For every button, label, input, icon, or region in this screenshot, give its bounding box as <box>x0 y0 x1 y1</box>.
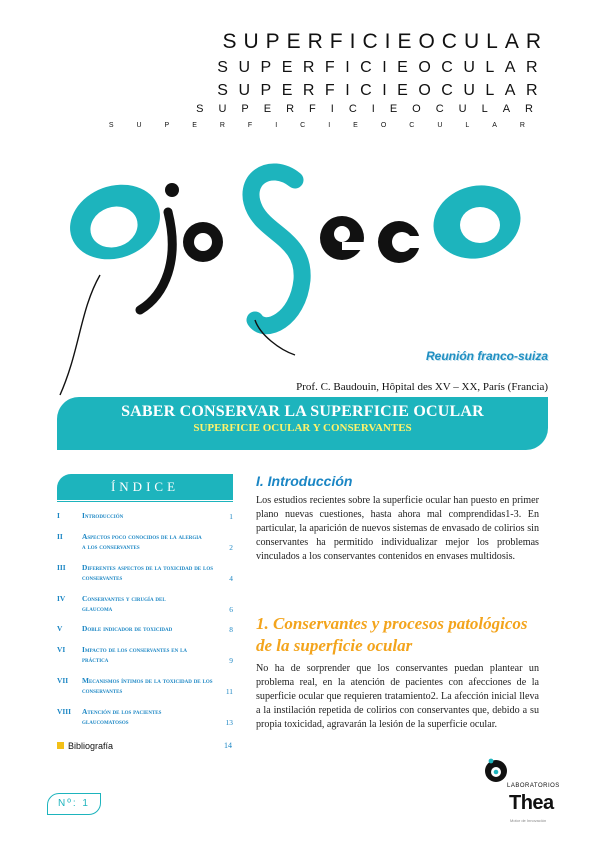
index-item-text: Mecanismos íntimos de la toxicidad de los conservantes <box>82 676 213 695</box>
intro-paragraph: Los estudios recientes sobre la superficie ocular han puesto en primer plano nuevas cuestiones, hasta ahora mal comprendidas1-3. En particular, la aparición de nuevos sistemas de envasado de colirios sin conservantes ha permitido individualizar mejor los problemas vinculados a los conservantes contenidos en envases multidosis. <box>256 495 539 562</box>
index-item-page: 4 <box>229 574 233 583</box>
index-heading: ÍNDICE <box>57 474 233 500</box>
bibliography-label: Bibliografía <box>68 741 114 751</box>
index-item-page: 11 <box>225 687 233 696</box>
index-item-number: VII <box>57 676 69 685</box>
index-item-number: V <box>57 624 63 633</box>
bibliography-link[interactable] <box>57 741 113 751</box>
index-item-number: VI <box>57 645 66 654</box>
index-item-page: 9 <box>229 656 233 665</box>
meeting-subtitle: Reunión franco-suiza <box>425 349 548 363</box>
bullet-square-icon <box>57 742 64 749</box>
lab-tagline: Motor de Innovación <box>510 818 547 823</box>
issue-number-badge: Nº: 1 <box>47 793 101 815</box>
index-item-text: Introducción <box>82 511 124 520</box>
section-paragraph: No ha de sorprender que los conservantes puedan plantear un problema real, en la atención de pacientes con afecciones de la superficie ocular que requieren tratamiento2. La afección inicial lleva a la instilación repetida de colirios con conservantes que, debido a su propia toxicidad, agravarán la lesión de la superficie ocular. <box>256 663 539 730</box>
index-item-text: Impacto de los conservantes en la práctica <box>82 645 188 664</box>
index-item-page: 1 <box>229 512 233 521</box>
header-line-4: SUPERFICIEOCULAR <box>196 103 548 115</box>
section-heading: 1. Conservantes y procesos patológicos de la superficie ocular <box>256 614 528 655</box>
thea-logo-icon <box>482 755 512 785</box>
index-item-page: 6 <box>229 605 233 614</box>
index-divider <box>57 501 233 502</box>
index-item-page: 8 <box>229 625 233 634</box>
index-item-text: Conservantes y cirugía del glaucoma <box>82 594 166 613</box>
index-item-page: 13 <box>225 718 233 727</box>
header-line-3: SUPERFICIEOCULAR <box>217 82 548 99</box>
bibliography-page: 14 <box>224 741 232 750</box>
index-item-page: 2 <box>229 543 233 552</box>
banner-title: SABER CONSERVAR LA SUPERFICIE OCULAR <box>121 403 484 420</box>
index-item-number: VIII <box>57 707 71 716</box>
index-item-text: Doble indicador de toxicidad <box>82 624 173 633</box>
lab-name: Thea <box>509 792 554 814</box>
index-item-text: Aspectos poco conocidos de la alergia a los conservantes <box>82 532 202 551</box>
index-item-number: IV <box>57 594 66 603</box>
index-item-number: II <box>57 532 63 541</box>
banner-subtitle: SUPERFICIE OCULAR Y CONSERVANTES <box>193 422 412 434</box>
intro-heading: I. Introducción <box>256 473 353 489</box>
title-banner <box>57 397 548 450</box>
lab-label: LABORATORIOS <box>507 783 560 789</box>
index-item-number: I <box>57 511 60 520</box>
index-item-number: III <box>57 563 66 572</box>
index-item-text: Diferentes aspectos de la toxicidad de los conservantes <box>82 563 213 582</box>
header-line-5: SUPERFICIEOCULAR <box>108 122 548 129</box>
index-item-text: Atención de los pacientes glaucomatosos <box>82 707 162 726</box>
header-line-1: SUPERFICIEOCULAR <box>222 30 548 53</box>
author-line: Prof. C. Baudouin, Hôpital des XV – XX, París (Francia) <box>296 381 548 393</box>
header-line-2: SUPERFICIEOCULAR <box>217 59 548 76</box>
